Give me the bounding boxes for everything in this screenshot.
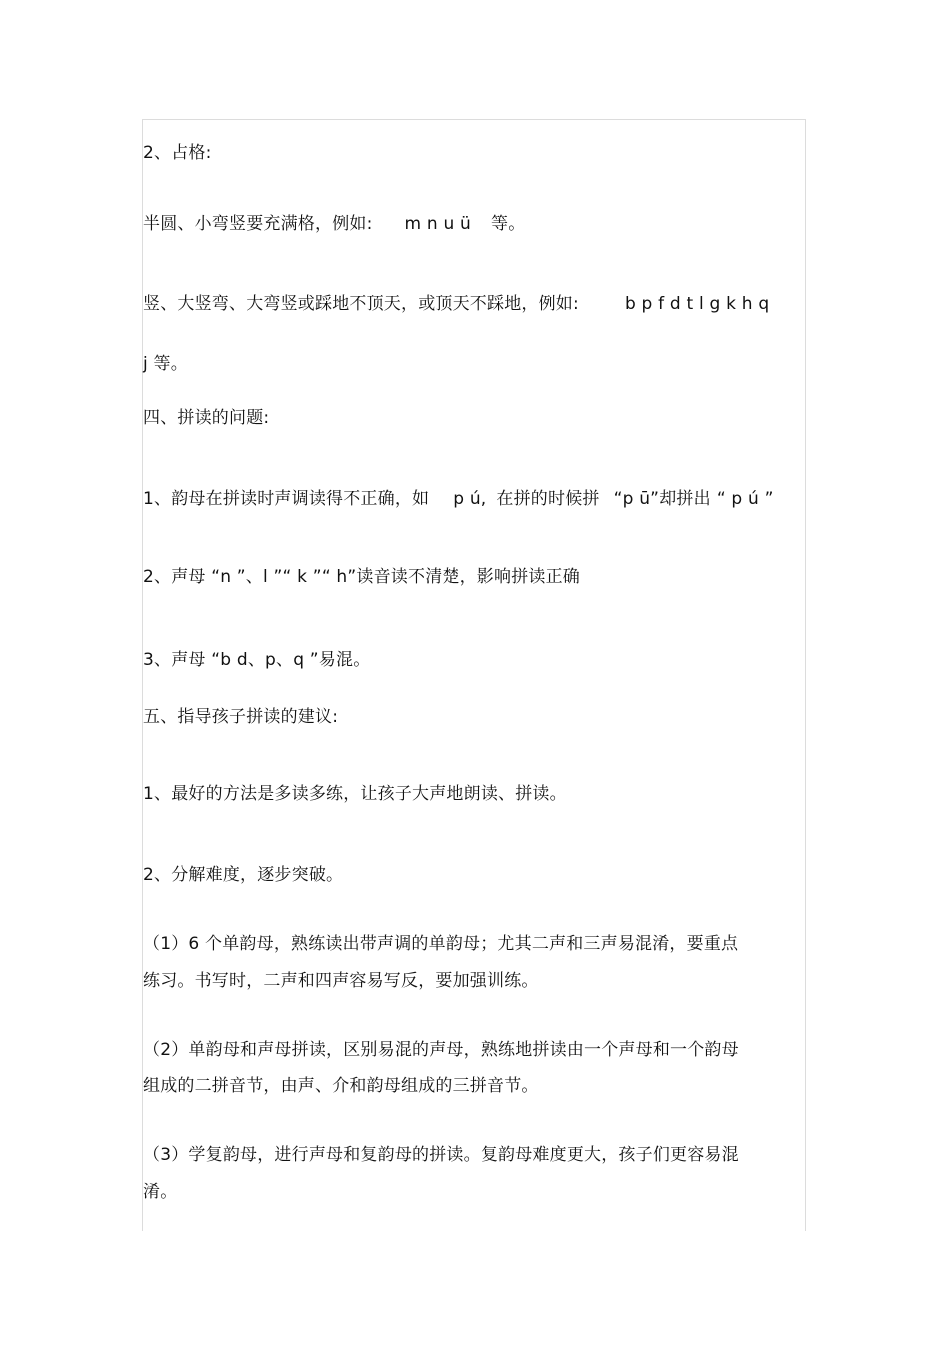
text-que-pin-chu: 却拼出 [659,489,711,509]
line-yunmu-shengdiao [143,488,774,510]
item-1-line-2: 练习。书写时，二声和四声容易写反，要加强训练。 [143,971,539,991]
line-shu [143,293,769,315]
item-2-line-2: 组成的二拼音节，由声、介和韵母组成的三拼音节。 [143,1076,539,1096]
heading-zhidao-jianyi: 五、指导孩子拼读的建议: [143,707,339,727]
heading-pindu-wenti: 四、拼读的问题: [143,408,270,428]
line-j-deng: j 等。 [143,354,188,374]
text-pin-shi: 在拼的时候拼 [496,489,600,509]
item-3-line-2: 淆。 [143,1182,178,1202]
text-pu2-quoted: “ p ú ” [716,489,774,509]
line-shengmu-nlkh: 2、声母 “n ”、l ”“ k ”“ h”读音读不清楚，影响拼读正确 [143,567,581,587]
text-shu: 竖、大竖弯、大弯竖或踩地不顶天，或顶天不踩地，例如: [143,294,579,314]
item-3-line-1: （3）学复韵母，进行声母和复韵母的拼读。复韵母难度更大，孩子们更容易混 [143,1145,739,1165]
item-1-line-1: （1）6 个单韵母，熟练读出带声调的单韵母；尤其二声和三声易混淆，要重点 [143,934,739,954]
line-duodu-duolian: 1、最好的方法是多读多练，让孩子大声地朗读、拼读。 [143,784,567,804]
line-fenjie-nandu: 2、分解难度，逐步突破。 [143,865,344,885]
text-yunmu: 1、韵母在拼读时声调读得不正确，如 [143,489,430,509]
text-pinyin-mnu: m n u ü [404,214,472,234]
text-pinyin-bpf: b p f d t l g k h q [624,294,770,314]
text-pu1: “p ū” [613,489,660,509]
text-pu2: p ú, [453,489,487,509]
text-banyuan: 半圆、小弯竖要充满格，例如: [143,214,373,234]
line-banyuan [143,213,525,235]
line-2-zhange: 2、占格: [143,143,212,163]
page-frame [142,119,806,1231]
item-2-line-1: （2）单韵母和声母拼读，区别易混的声母，熟练地拼读由一个声母和一个韵母 [143,1040,739,1060]
text-deng-1: 等。 [491,214,526,234]
line-shengmu-bdpq: 3、声母 “b d、p、q ”易混。 [143,650,371,670]
